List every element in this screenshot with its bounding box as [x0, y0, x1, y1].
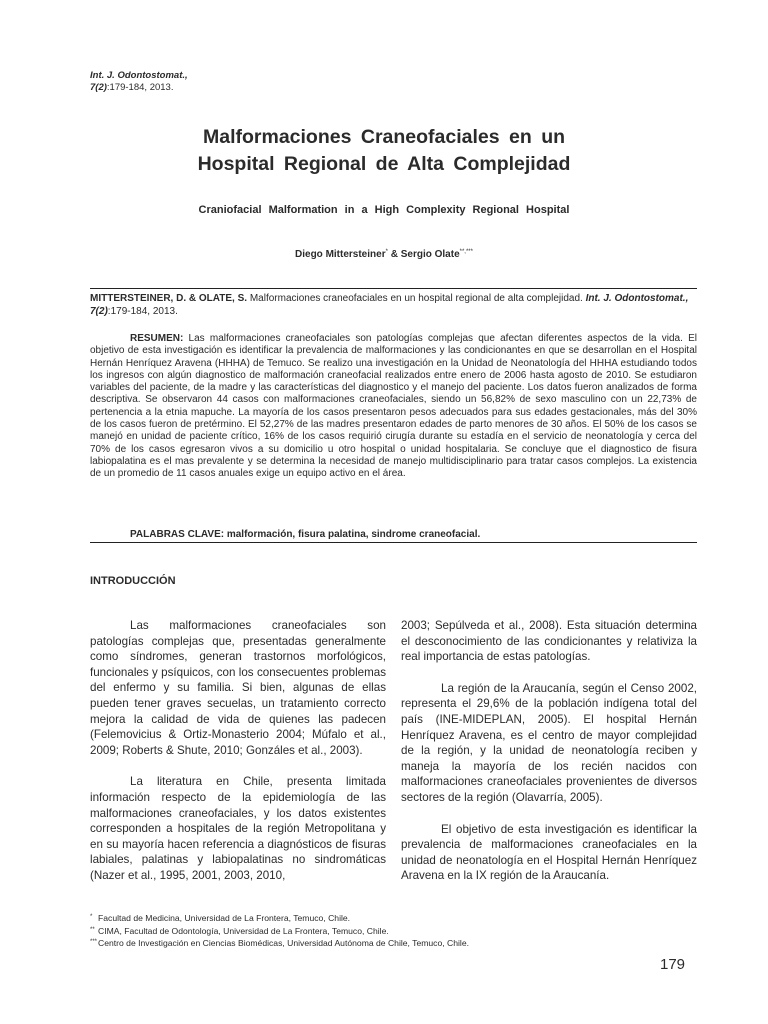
- footnote-2-mark: **: [90, 926, 95, 933]
- footnote-1: [90, 912, 469, 925]
- abstract-top-divider: [90, 288, 697, 289]
- journal-volume: 7(2): [90, 82, 107, 93]
- footnote-1-text: Facultad de Medicina, Universidad de La Frontera, Temuco, Chile.: [98, 913, 351, 923]
- intro-paragraph-1: Las malformaciones craneofaciales son patologías complejas que, presentadas generalmente como síndromes, generan trastornos morfológicos, funcionales y psíquicos, con los consecuentes problemas del enfermo y su familia. Si bien, algunas de ellas pueden tener graves secuelas, un tratamiento correcto mejora la calidad de vida de quienes las padecen (Felemovicius & Ortiz-Monasterio 2004; Múfalo et al., 2009; Roberts & Shute, 2010; Gonzáles et al., 2003).: [90, 619, 386, 757]
- citation-block: [90, 292, 697, 319]
- intro-paragraph-3: La región de la Araucanía, según el Censo 2002, representa el 29,6% de la población indígena total del país (INE-MIDEPLAN, 2005). El hospital Hernán Henríquez Aravena, es el centro de mayor complejidad de la región, y la unidad de neonatología reciben y maneja la mayoría de los recién nacidos con malformaciones craneofaciales provenientes de diversos sectores de la región (Olavarría, 2005).: [401, 681, 697, 804]
- citation-journal: Int. J. Odontostomat., 7(2): [90, 293, 689, 318]
- footnote-3-text: Centro de Investigación en Ciencias Biomédicas, Universidad Autónoma de Chile, Temuco, Chile.: [98, 938, 470, 949]
- author-2-mark: **,***: [459, 249, 473, 255]
- journal-name: Int. J. Odontostomat.,: [90, 70, 188, 81]
- footnote-2: [90, 925, 469, 938]
- left-column: [90, 618, 386, 900]
- intro-paragraph-2-continued: 2003; Sepúlveda et al., 2008). Esta situación determina el desconocimiento de las condicionantes y relativiza la real importancia de estas patologías.: [401, 619, 697, 664]
- abstract-block: [90, 333, 697, 481]
- article-title: [90, 124, 678, 178]
- page-number: 179: [660, 956, 686, 973]
- footnote-2-text: CIMA, Facultad de Odontología, Universidad de La Frontera, Temuco, Chile.: [98, 925, 389, 936]
- citation-pages: :179-184, 2013.: [107, 306, 178, 318]
- keywords: PALABRAS CLAVE: malformación, fisura palatina, sindrome craneofacial.: [130, 529, 481, 540]
- abstract-label: RESUMEN:: [130, 333, 184, 344]
- footnote-1-mark: *: [90, 914, 93, 920]
- author-1: Diego Mittersteiner: [295, 249, 386, 260]
- citation-authors: MITTERSTEINER, D. & OLATE, S.: [90, 293, 248, 304]
- intro-paragraph-2: La literatura en Chile, presenta limitada información respecto de la epidemiología de las malformaciones craneofaciales, y los datos existentes corresponden a hospitales de la región Metropolitana y en su mayoría hacen referencia a diagnósticos de fisuras labiales, palatinas y labiopalatinas no sindromáticas (Nazer et al., 1995, 2001, 2003, 2010,: [90, 775, 386, 882]
- author-line: [90, 249, 678, 260]
- journal-pages: :179-184, 2013.: [106, 82, 174, 93]
- author-2: Sergio Olate: [400, 249, 460, 260]
- right-column: [401, 618, 697, 900]
- english-title: Craniofacial Malformation in a High Complexity Regional Hospital: [198, 204, 570, 216]
- author-joiner: &: [387, 249, 401, 260]
- section-heading-introduccion: INTRODUCCIÓN: [90, 575, 176, 587]
- author-1-mark: *: [385, 249, 388, 255]
- journal-issue: [90, 82, 188, 94]
- abstract-text: Las malformaciones craneofaciales son patologías complejas que afectan diferentes aspectos de la vida. El objetivo de esta investigación es identificar la prevalencia de malformaciones y las condicionantes en que se desarrollan en el Hospital Hernán Henríquez Aravena (HHHA) de Temuco. Se realizo una investigación en la Unidad de Neonatología del HHHA estudiando todos los ingresos con algún diagnostico de malformación craneofacial realizados entre enero de 2006 hasta agosto de 2010. Se estudiaron variables del paciente, de la madre y las características del diagnostico y el manejo del paciente. Los datos fueron analizados de forma descriptiva. Se observaron 44 casos con malformaciones craneofaciales, siendo un 56,82% de sexo masculino con un 22,73% de pertenencia a la etnia mapuche. La mayoría de los casos presentaron pesos adecuados para sus edades gestacionales, más del 30% de los casos fueron de pretérmino. El 52,27% de las madres presentaron edades de parto menores de 30 años. El 50% de los casos se manejó en unidad de paciente crítico, 16% de los casos requirió cirugía durante su estadía en el servicio de neonatología y cerca del 70% de los casos egresaron vivos a su domicilio u otro hospital o unidad hospitalaria. Se concluye que el diagnostico de fisura labiopalatina es el mas prevalente y se determina la necesidad de manejo multidisciplinario para tratar casos complejos. La existencia de un promedio de 11 casos anuales exige un equipo activo en el área.: [90, 333, 697, 480]
- title-line-2: Hospital Regional de Alta Complejidad: [197, 153, 571, 175]
- intro-paragraph-4: El objetivo de esta investigación es identificar la prevalencia de malformaciones craneofaciales en la unidad de neonatología en el Hospital Hernán Henríquez Aravena en la IX región de la Araucanía.: [401, 822, 697, 883]
- abstract-bottom-divider: [90, 542, 697, 543]
- title-line-1: Malformaciones Craneofaciales en un: [202, 126, 566, 148]
- journal-reference: [90, 70, 188, 94]
- footnote-3: [90, 937, 469, 950]
- citation-title: Malformaciones craneofaciales en un hospital regional de alta complejidad.: [247, 293, 586, 304]
- affiliation-footnotes: [90, 912, 469, 950]
- footnote-3-mark: ***: [90, 939, 98, 946]
